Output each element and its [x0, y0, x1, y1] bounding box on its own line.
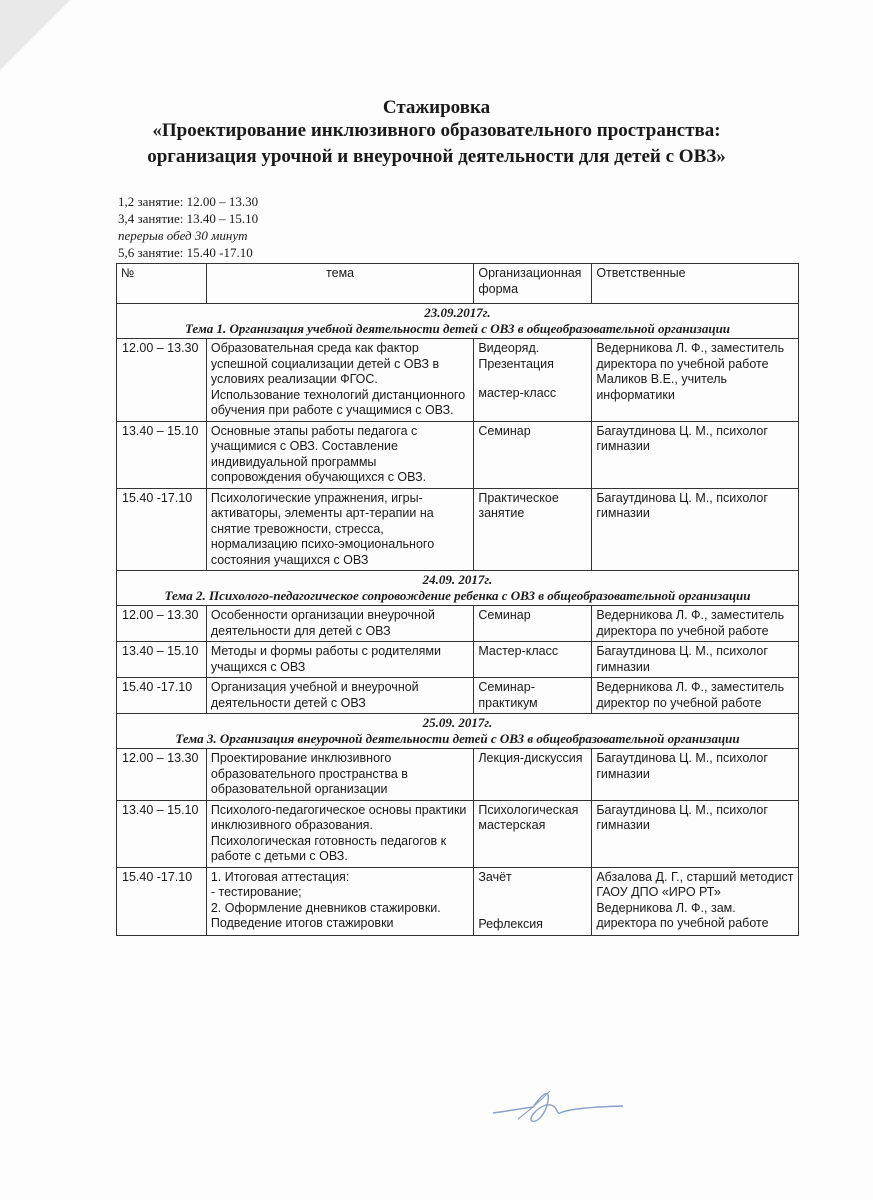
row-time: 13.40 – 15.10 [117, 800, 207, 867]
row-topic: Проектирование инклюзивного образовательного пространства в образовательной организации [206, 749, 474, 801]
row-topic [206, 867, 474, 935]
table-header-row [117, 264, 799, 304]
row-responsible [592, 339, 799, 422]
row-form: Мастер-класс [474, 642, 592, 678]
table-row [117, 749, 799, 801]
table-row [117, 606, 799, 642]
topic-line: 1. Итоговая аттестация: [210, 869, 350, 884]
table-row [117, 678, 799, 714]
table-row [117, 421, 799, 488]
page-fold-corner [0, 0, 70, 70]
row-responsible: Багаутдинова Ц. М., психолог гимназии [592, 800, 799, 867]
row-form [474, 339, 592, 422]
document-title: Стажировка [382, 97, 491, 118]
responsible-line: Ведерникова Л. Ф., зам. директора по учебной работе [596, 900, 769, 930]
row-time: 13.40 – 15.10 [117, 421, 207, 488]
day-theme: Тема 3. Организация внеурочной деятельности детей с ОВЗ в общеобразовательной организации [175, 731, 740, 746]
form-line: Зачёт [478, 869, 512, 884]
row-form [474, 867, 592, 935]
table-row [117, 800, 799, 867]
document-subtitle-line-2: организация урочной и внеурочной деятельности для детей с ОВЗ» [147, 146, 726, 167]
row-topic: Психологические упражнения, игры-активаторы, элементы арт-терапии на снятие тревожности, стресса, нормализацию психо-эмоционального состояния учащихся с ОВЗ [206, 488, 474, 571]
form-line: мастер-класс [478, 386, 557, 400]
row-responsible: Ведерникова Л. Ф., заместитель директора по учебной работе [592, 606, 799, 642]
row-time: 12.00 – 13.30 [117, 749, 207, 801]
responsible-line: Абзалова Д. Г., старший методист ГАОУ ДПО «ИРО РТ» [596, 869, 794, 899]
responsible-line: Маликов В.Е., учитель информатики [596, 372, 728, 402]
day-date: 23.09.2017г. [424, 305, 491, 320]
row-time: 13.40 – 15.10 [117, 642, 207, 678]
row-time: 12.00 – 13.30 [117, 606, 207, 642]
schedule-line: 3,4 занятие: 13.40 – 15.10 [118, 211, 259, 226]
schedule-line: 1,2 занятие: 12.00 – 13.30 [118, 194, 259, 209]
day-header-row [117, 714, 799, 749]
document-subtitle-line-1: «Проектирование инклюзивного образовательного пространства: [152, 120, 721, 141]
row-form: Психологическая мастерская [474, 800, 592, 867]
row-topic: Образовательная среда как фактор успешной социализации детей с ОВЗ в условиях реализации ФГОС. Использование технологий дистанционного обучения при работе с учащимися с ОВЗ. [206, 339, 474, 422]
row-time: 12.00 – 13.30 [117, 339, 207, 422]
table-row [117, 488, 799, 571]
day-theme: Тема 2. Психолого-педагогическое сопровождение ребенка с ОВЗ в общеобразовательной организации [164, 588, 751, 603]
row-form: Семинар [474, 606, 592, 642]
row-topic: Методы и формы работы с родителями учащихся с ОВЗ [206, 642, 474, 678]
handwritten-signature [488, 1083, 628, 1128]
row-time: 15.40 -17.10 [117, 488, 207, 571]
responsible-line: Ведерникова Л. Ф., заместитель директора по учебной работе [596, 341, 785, 371]
row-form: Практическое занятие [474, 488, 592, 571]
header-topic: тема [206, 264, 474, 304]
header-responsible: Ответственные [592, 264, 799, 304]
header-num: № [117, 264, 207, 304]
row-time: 15.40 -17.10 [117, 678, 207, 714]
schedule-line: 5,6 занятие: 15.40 -17.10 [118, 245, 253, 260]
form-line: Видеоряд. Презентация [478, 341, 554, 371]
table-row [117, 339, 799, 422]
topic-line: 2. Оформление дневников стажировки. [210, 900, 441, 915]
program-table [116, 263, 799, 936]
day-header-row [117, 571, 799, 606]
row-responsible: Багаутдинова Ц. М., психолог гимназии [592, 488, 799, 571]
row-topic: Особенности организации внеурочной деятельности для детей с ОВЗ [206, 606, 474, 642]
schedule-break-line: перерыв обед 30 минут [118, 228, 248, 243]
row-topic: Организация учебной и внеурочной деятельности детей с ОВЗ [206, 678, 474, 714]
topic-line: Подведение итогов стажировки [210, 916, 394, 930]
row-responsible: Багаутдинова Ц. М., психолог гимназии [592, 421, 799, 488]
header-form: Организационная форма [474, 264, 592, 304]
row-responsible [592, 867, 799, 935]
row-form: Лекция-дискуссия [474, 749, 592, 801]
day-date: 24.09. 2017г. [422, 572, 493, 587]
row-responsible: Багаутдинова Ц. М., психолог гимназии [592, 749, 799, 801]
row-form: Семинар [474, 421, 592, 488]
row-responsible: Багаутдинова Ц. М., психолог гимназии [592, 642, 799, 678]
day-date: 25.09. 2017г. [422, 715, 493, 730]
topic-line: - тестирование; [210, 885, 302, 899]
row-time: 15.40 -17.10 [117, 867, 207, 935]
table-row-final [117, 867, 799, 935]
row-topic: Психолого-педагогическое основы практики инклюзивного образования. Психологическая готовность педагогов к работе с детьми с ОВЗ. [206, 800, 474, 867]
row-form: Семинар-практикум [474, 678, 592, 714]
session-schedule [118, 193, 258, 261]
day-header-row [117, 304, 799, 339]
row-topic: Основные этапы работы педагога с учащимися с ОВЗ. Составление индивидуальной программы сопровождения обучающихся с ОВЗ. [206, 421, 474, 488]
table-row [117, 642, 799, 678]
row-responsible: Ведерникова Л. Ф., заместитель директор по учебной работе [592, 678, 799, 714]
form-line: Рефлексия [478, 917, 543, 931]
day-theme: Тема 1. Организация учебной деятельности детей с ОВЗ в общеобразовательной организации [184, 321, 731, 336]
